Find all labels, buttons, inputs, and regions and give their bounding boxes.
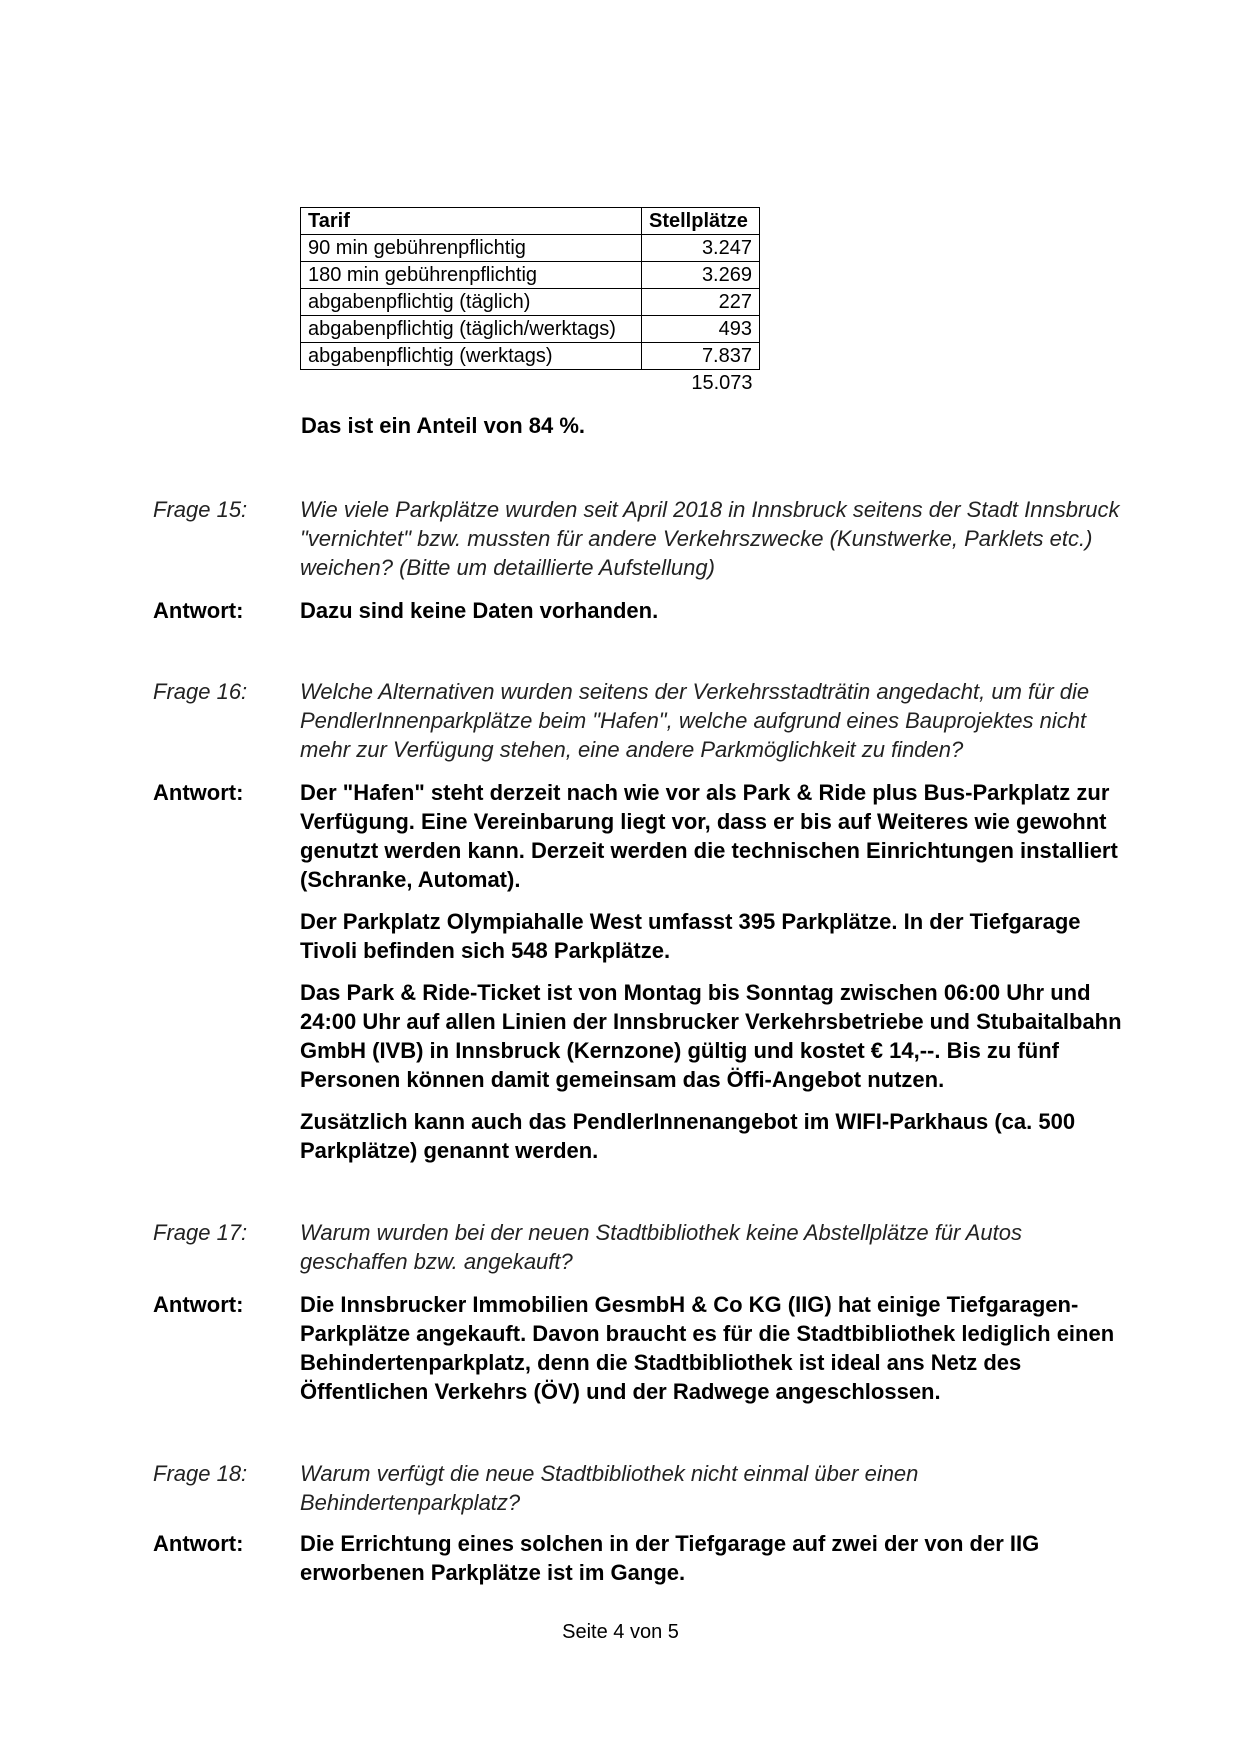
question-label: Frage 17:	[153, 1220, 248, 1245]
answer-text	[300, 596, 1133, 625]
answer-paragraph: Dazu sind keine Daten vorhanden.	[300, 598, 659, 623]
question-15	[153, 495, 1133, 582]
stellplaetze-cell: 7.837	[642, 343, 760, 370]
answer-label: Antwort:	[153, 780, 244, 805]
question-label: Frage 15:	[153, 497, 248, 522]
answer-label: Antwort:	[153, 1531, 244, 1556]
answer-paragraph: Die Innsbrucker Immobilien GesmbH & Co KG (IIG) hat einige Tiefgaragen-Parkplätze angekauft. Davon braucht es für die Stadtbibliothek lediglich einen Behindertenparkplatz, denn die Stadtbibliothek ist ideal ans Netz des Öffentlichen Verkehrs (ÖV) und der Radwege angeschlossen.	[300, 1292, 1115, 1404]
question-label: Frage 16:	[153, 679, 248, 704]
tarif-cell: 90 min gebührenpflichtig	[301, 235, 642, 262]
total-value: 15.073	[691, 372, 753, 394]
answer-paragraph: Der "Hafen" steht derzeit nach wie vor als Park & Ride plus Bus-Parkplatz zur Verfügung. Eine Vereinbarung liegt vor, dass er bis auf Weiteres wie gewohnt genutzt werden kann. Derzeit werden die technischen Einrichtungen installiert (Schranke, Automat).	[300, 780, 1118, 892]
table-header-row	[301, 208, 760, 235]
question-16	[153, 677, 1133, 764]
answer-16	[153, 778, 1133, 1165]
tarif-cell: abgabenpflichtig (werktags)	[301, 343, 642, 370]
tarif-cell: 180 min gebührenpflichtig	[301, 262, 642, 289]
stellplaetze-cell: 227	[642, 289, 760, 316]
column-header-tarif: Tarif	[301, 208, 642, 235]
answer-paragraph: Die Errichtung eines solchen in der Tiefgarage auf zwei der von der IIG erworbenen Parkplätze ist im Gange.	[300, 1531, 1040, 1585]
answer-text	[300, 1529, 1133, 1587]
question-17	[153, 1218, 1133, 1276]
question-text: Warum wurden bei der neuen Stadtbibliothek keine Abstellplätze für Autos geschaffen bzw. angekauft?	[300, 1220, 1022, 1274]
page-number-footer: Seite 4 von 5	[562, 1621, 679, 1643]
tarif-cell: abgabenpflichtig (täglich/werktags)	[301, 316, 642, 343]
tarif-cell: abgabenpflichtig (täglich)	[301, 289, 642, 316]
question-18	[153, 1459, 1133, 1517]
question-label: Frage 18:	[153, 1461, 248, 1486]
answer-text	[300, 1290, 1133, 1406]
answer-17	[153, 1290, 1133, 1406]
stellplaetze-cell: 3.269	[642, 262, 760, 289]
stellplaetze-cell: 493	[642, 316, 760, 343]
tarif-table	[300, 207, 760, 396]
table-row	[301, 262, 760, 289]
table-row	[301, 235, 760, 262]
answer-18	[153, 1529, 1133, 1587]
answer-paragraph: Das Park & Ride-Ticket ist von Montag bis Sonntag zwischen 06:00 Uhr und 24:00 Uhr auf allen Linien der Innsbrucker Verkehrsbetriebe und Stubaitalbahn GmbH (IVB) in Innsbruck (Kernzone) gültig und kostet € 14,--. Bis zu fünf Personen können damit gemeinsam das Öffi-Angebot nutzen.	[300, 980, 1122, 1092]
question-text: Wie viele Parkplätze wurden seit April 2018 in Innsbruck seitens der Stadt Innsbruck "vernichtet" bzw. mussten für andere Verkehrszwecke (Kunstwerke, Parklets etc.) weichen? (Bitte um detaillierte Aufstellung)	[300, 497, 1120, 580]
answer-text	[300, 778, 1133, 1165]
table-row	[301, 316, 760, 343]
total-label-cell	[301, 370, 642, 397]
question-text: Welche Alternativen wurden seitens der Verkehrsstadträtin angedacht, um für die PendlerInnenparkplätze beim "Hafen", welche aufgrund eines Bauprojektes nicht mehr zur Verfügung stehen, eine andere Parkmöglichkeit zu finden?	[300, 679, 1090, 762]
answer-label: Antwort:	[153, 1292, 244, 1317]
table-total-row	[301, 370, 760, 397]
stellplaetze-cell: 3.247	[642, 235, 760, 262]
table-row	[301, 289, 760, 316]
question-text: Warum verfügt die neue Stadtbibliothek nicht einmal über einen Behindertenparkplatz?	[300, 1461, 919, 1515]
share-statement: Das ist ein Anteil von 84 %.	[301, 413, 586, 438]
answer-15	[153, 596, 1133, 625]
answer-paragraph: Zusätzlich kann auch das PendlerInnenangebot im WIFI-Parkhaus (ca. 500 Parkplätze) genannt werden.	[300, 1109, 1076, 1163]
answer-paragraph: Der Parkplatz Olympiahalle West umfasst 395 Parkplätze. In der Tiefgarage Tivoli befinden sich 548 Parkplätze.	[300, 909, 1081, 963]
table-row	[301, 343, 760, 370]
answer-label: Antwort:	[153, 598, 244, 623]
column-header-stellplaetze: Stellplätze	[642, 208, 760, 235]
